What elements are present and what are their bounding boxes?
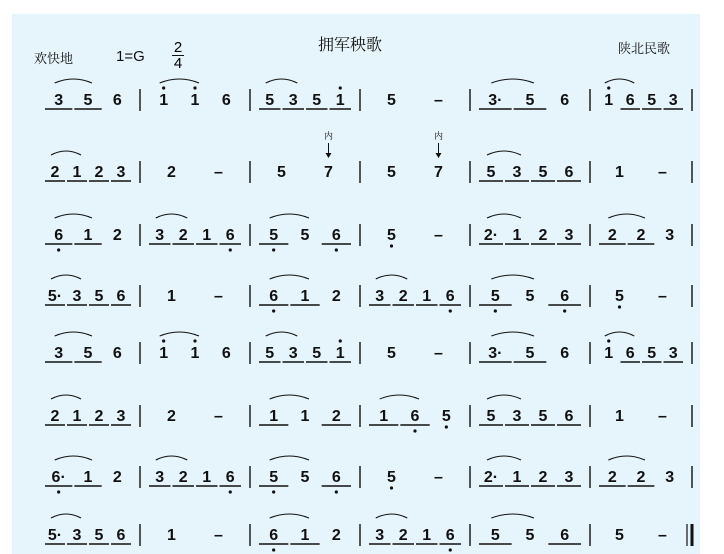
dash-note: – (214, 408, 223, 425)
dash-note: – (214, 527, 223, 544)
dash-note: – (434, 227, 443, 244)
octave-dot-down (335, 248, 338, 251)
note-digit: 6 (269, 527, 279, 544)
note-digit: 6 (116, 288, 126, 305)
note-digit: 2 (636, 227, 646, 244)
slur-mark (160, 332, 199, 336)
octave-dot-down (272, 309, 275, 312)
note-digit: 6 (116, 527, 126, 544)
note-digit: 6 (112, 92, 122, 109)
note-digit: 5 (441, 408, 451, 425)
note-digit: 2 (112, 469, 122, 486)
note-digit: 2 (167, 164, 176, 181)
note-digit: 6 (564, 408, 574, 425)
note-digit: 1 (167, 527, 176, 544)
note-digit: 6 (225, 227, 235, 244)
octave-dot-up (339, 86, 342, 89)
note-digit: 6 (445, 288, 455, 305)
note-digit: 5 (265, 345, 275, 362)
note-digit: 5 (300, 227, 310, 244)
note-digit: 6· (51, 469, 66, 486)
octave-dot-up (162, 86, 165, 89)
note-digit: 3 (512, 408, 522, 425)
octave-dot-down (272, 490, 275, 493)
slur-mark (51, 151, 81, 155)
time-signature-top: 2 (173, 39, 183, 56)
note-digit: 1 (422, 527, 432, 544)
note-digit: 5 (525, 288, 535, 305)
slur-mark (270, 456, 309, 460)
slur-mark (156, 456, 188, 460)
dash-note: – (658, 408, 667, 425)
note-digit: 3 (564, 469, 574, 486)
note-digit: 6 (560, 345, 570, 362)
octave-dot-down (445, 425, 448, 428)
note-digit: 2 (178, 469, 188, 486)
note-digit: 5 (312, 92, 322, 109)
note-digit: 5 (94, 288, 104, 305)
note-digit: 2 (331, 408, 341, 425)
note-digit: 3 (155, 227, 165, 244)
note-digit: 6 (560, 92, 570, 109)
octave-dot-down (563, 309, 566, 312)
slur-mark (380, 395, 419, 399)
note-digit: 1 (167, 288, 176, 305)
slur-mark (376, 514, 408, 518)
note-digit: 6 (560, 288, 570, 305)
note-digit: 5 (277, 164, 286, 181)
dash-note: – (214, 288, 223, 305)
note-digit: 1 (604, 345, 614, 362)
note-digit: 5 (538, 164, 548, 181)
note-digit: 5 (486, 164, 496, 181)
note-digit: 1 (190, 345, 200, 362)
note-digit: 1 (335, 92, 345, 109)
arrowhead-icon (436, 153, 442, 158)
note-digit: 5 (486, 408, 496, 425)
note-digit: 3 (375, 527, 385, 544)
note-digit: 5 (269, 469, 279, 486)
note-digit: 2 (50, 408, 60, 425)
octave-dot-down (449, 309, 452, 312)
note-digit: 1 (615, 408, 624, 425)
note-digit: 1 (300, 408, 310, 425)
note-digit: 1 (422, 288, 432, 305)
note-digit: 1 (269, 408, 279, 425)
note-digit: 3 (665, 469, 675, 486)
note-digit: 6 (560, 527, 570, 544)
note-digit: 6 (269, 288, 279, 305)
slur-mark (491, 275, 534, 279)
song-title: 拥军秧歌 (318, 35, 383, 54)
note-digit: 3 (116, 408, 126, 425)
note-digit: 3 (564, 227, 574, 244)
key-signature: 1=G (116, 48, 145, 65)
note-digit: 1 (190, 92, 200, 109)
note-digit: 1 (159, 92, 169, 109)
octave-dot-down (494, 309, 497, 312)
note-digit: 5 (615, 288, 624, 305)
note-digit: 3 (512, 164, 522, 181)
note-digit: 5 (525, 345, 535, 362)
note-digit: 1 (202, 469, 212, 486)
song-source: 陕北民歌 (618, 41, 671, 56)
note-digit: 5 (387, 164, 396, 181)
note-digit: 5 (83, 345, 93, 362)
note-digit: 3 (54, 92, 64, 109)
time-signature-bottom: 4 (173, 55, 183, 72)
note-digit: 2 (112, 227, 122, 244)
octave-dot-down (618, 305, 621, 308)
octave-dot-down (449, 548, 452, 551)
note-digit: 2 (398, 527, 408, 544)
octave-dot-up (193, 86, 196, 89)
note-digit: 6 (54, 227, 64, 244)
slur-mark (376, 275, 408, 279)
slur-mark (266, 332, 298, 336)
slur-mark (487, 151, 521, 155)
octave-dot-down (272, 548, 275, 551)
slur-mark (491, 332, 534, 336)
note-digit: 3 (72, 527, 82, 544)
note-digit: 1 (615, 164, 624, 181)
note-digit: 3· (488, 92, 503, 109)
note-digit: 2 (607, 227, 617, 244)
slur-mark (55, 79, 92, 83)
slur-mark (55, 214, 92, 218)
dash-note: – (658, 288, 667, 305)
note-digit: 1 (83, 227, 93, 244)
octave-dot-up (162, 339, 165, 342)
note-digit: 3 (668, 345, 678, 362)
note-digit: 6 (112, 345, 122, 362)
octave-dot-down (272, 248, 275, 251)
note-digit: 5 (490, 288, 500, 305)
slur-mark (55, 456, 92, 460)
slur-mark (266, 79, 298, 83)
slur-mark (270, 395, 309, 399)
dash-note: – (434, 345, 443, 362)
note-digit: 5 (265, 92, 275, 109)
note-digit: 5 (525, 92, 535, 109)
note-digit: 1 (300, 288, 310, 305)
note-digit: 5 (300, 469, 310, 486)
octave-dot-down (335, 490, 338, 493)
note-digit: 2 (178, 227, 188, 244)
note-digit: 3 (375, 288, 385, 305)
note-digit: 1 (159, 345, 169, 362)
note-digit: 1 (72, 408, 82, 425)
note-digit: 6 (221, 92, 231, 109)
note-digit: 5 (387, 469, 396, 486)
note-digit: 6 (625, 345, 635, 362)
note-digit: 5 (387, 227, 396, 244)
slur-mark (55, 332, 92, 336)
note-digit: 2· (483, 469, 499, 486)
note-digit: 3 (288, 92, 298, 109)
slur-mark (51, 275, 81, 279)
note-digit: 5 (490, 527, 500, 544)
slur-mark (605, 79, 635, 83)
octave-dot-down (57, 248, 60, 251)
note-digit: 1 (604, 92, 614, 109)
slur-mark (605, 332, 635, 336)
octave-dot-up (607, 339, 610, 342)
slur-mark (487, 456, 521, 460)
arrowhead-icon (326, 153, 332, 158)
dash-note: – (434, 469, 443, 486)
note-digit: 3 (665, 227, 675, 244)
note-digit: 7 (324, 164, 333, 181)
note-digit: 6 (564, 164, 574, 181)
note-digit: 2· (483, 227, 499, 244)
note-digit: 1 (335, 345, 345, 362)
slur-mark (487, 214, 521, 218)
slur-mark (270, 514, 309, 518)
note-digit: 1 (512, 227, 522, 244)
slur-mark (608, 214, 645, 218)
note-digit: 1 (379, 408, 389, 425)
note-digit: 1 (83, 469, 93, 486)
note-digit: 2 (538, 469, 548, 486)
note-digit: 2 (167, 408, 176, 425)
slur-mark (270, 275, 309, 279)
dash-note: – (658, 527, 667, 544)
note-digit: 3· (488, 345, 503, 362)
dash-note: – (214, 164, 223, 181)
note-digit: 6 (331, 227, 341, 244)
slur-mark (491, 514, 534, 518)
note-digit: 3 (155, 469, 165, 486)
note-digit: 5· (47, 288, 63, 305)
slur-mark (491, 79, 534, 83)
note-digit: 2 (94, 408, 104, 425)
note-digit: 5 (387, 345, 396, 362)
note-digit: 2 (331, 288, 341, 305)
note-digit: 1 (512, 469, 522, 486)
note-digit: 2 (331, 527, 341, 544)
note-digit: 5 (269, 227, 279, 244)
slur-mark (51, 395, 81, 399)
note-digit: 7 (434, 164, 443, 181)
note-digit: 2 (607, 469, 617, 486)
note-digit: 6 (410, 408, 420, 425)
tempo-marking: 欢快地 (34, 51, 74, 66)
octave-dot-down (57, 490, 60, 493)
note-digit: 5 (94, 527, 104, 544)
octave-dot-down (229, 248, 232, 251)
note-digit: 2 (398, 288, 408, 305)
note-digit: 5 (387, 92, 396, 109)
note-digit: 5 (615, 527, 624, 544)
note-digit: 3 (288, 345, 298, 362)
inner-mark-label: 内 (323, 132, 334, 142)
slur-mark (608, 456, 645, 460)
note-digit: 3 (116, 164, 126, 181)
note-digit: 3 (54, 345, 64, 362)
note-digit: 5 (83, 92, 93, 109)
note-digit: 5 (647, 92, 657, 109)
slur-mark (160, 79, 199, 83)
octave-dot-up (193, 339, 196, 342)
note-digit: 6 (221, 345, 231, 362)
octave-dot-up (607, 86, 610, 89)
inner-mark-label: 内 (433, 132, 444, 142)
note-digit: 5 (525, 527, 535, 544)
dash-note: – (658, 164, 667, 181)
slur-mark (51, 514, 81, 518)
note-digit: 5 (538, 408, 548, 425)
dash-note: – (434, 92, 443, 109)
note-digit: 2 (94, 164, 104, 181)
octave-dot-down (390, 486, 393, 489)
note-digit: 6 (625, 92, 635, 109)
note-digit: 3 (72, 288, 82, 305)
octave-dot-down (390, 244, 393, 247)
octave-dot-down (413, 429, 416, 432)
note-digit: 1 (300, 527, 310, 544)
note-digit: 2 (50, 164, 60, 181)
note-digit: 5 (312, 345, 322, 362)
note-digit: 2 (636, 469, 646, 486)
note-digit: 1 (202, 227, 212, 244)
note-digit: 1 (72, 164, 82, 181)
note-digit: 5 (647, 345, 657, 362)
octave-dot-up (339, 339, 342, 342)
slur-mark (156, 214, 188, 218)
note-digit: 6 (225, 469, 235, 486)
note-digit: 3 (668, 92, 678, 109)
slur-mark (487, 395, 521, 399)
note-digit: 6 (445, 527, 455, 544)
note-digit: 6 (331, 469, 341, 486)
octave-dot-down (229, 490, 232, 493)
note-digit: 5· (47, 527, 63, 544)
slur-mark (270, 214, 309, 218)
note-digit: 2 (538, 227, 548, 244)
